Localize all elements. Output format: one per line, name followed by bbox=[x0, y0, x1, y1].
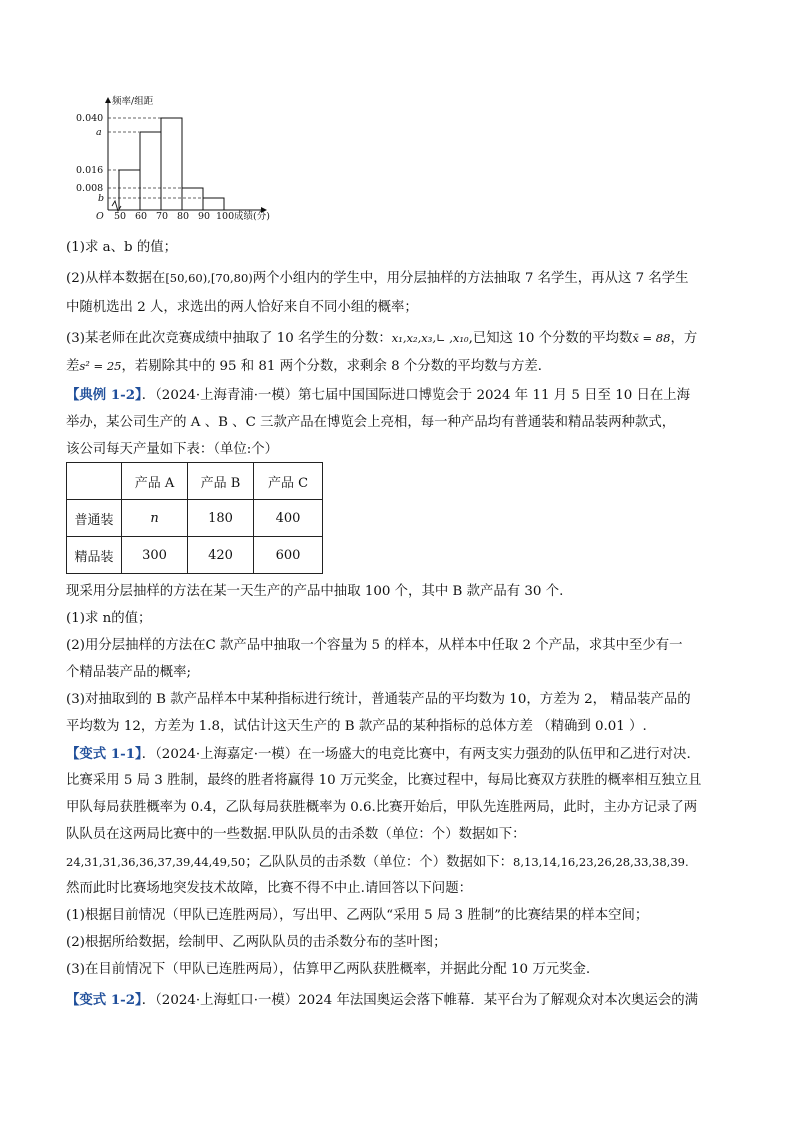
table-cell: 420 bbox=[188, 537, 254, 574]
y-axis-label: 频率/组距 bbox=[112, 96, 154, 107]
table-cell: 600 bbox=[254, 537, 323, 574]
variant-1-1-data-line: 24,31,31,36,36,37,39,44,49,50；乙队队员的击杀数（单位：个）数据如下：8,13,14,16,23,26,28,33,38,39. bbox=[66, 855, 689, 870]
x-axis-label: 成绩(分) bbox=[234, 211, 270, 222]
interval-expression: [50,60),[70,80) bbox=[165, 271, 253, 285]
question-1-part-2-cont: 中随机选出 2 人，求选出的两人恰好来自不同小组的概率； bbox=[66, 300, 418, 315]
table-cell bbox=[67, 463, 122, 500]
variant-1-1-heading: 【变式 1-1】．（2024·上海嘉定·一模）在一场盛大的电竞比赛中，有两支实力强劲的队伍甲和乙进行对决. bbox=[66, 746, 691, 762]
x-tick-label: 70 bbox=[156, 211, 169, 222]
x-tick-label: 50 bbox=[114, 211, 127, 222]
sample-variables: x₁,x₂,x₃,∟ ,x₁₀ bbox=[391, 331, 469, 345]
x-tick-label: 90 bbox=[198, 211, 211, 222]
x-tick-label: 100 bbox=[216, 211, 235, 222]
variant-1-1-question-1: (1)根据目前情况（甲队已连胜两局），写出甲、乙两队“采用 5 局 3 胜制”的比赛结果的样本空间； bbox=[66, 908, 649, 923]
y-tick-label: 0.040 bbox=[76, 113, 104, 124]
histogram-bar bbox=[182, 188, 203, 210]
team-a-data: 24,31,31,36,36,37,39,44,49,50 bbox=[66, 855, 246, 869]
example-1-2-heading: 【典例 1-2】．（2024·上海青浦·一模）第七届中国国际进口博览会于 2024 年 11 月 5 日至 10 日在上海 bbox=[66, 387, 691, 403]
example-1-2-line: 该公司每天产量如下表：（单位:个） bbox=[66, 442, 279, 457]
example-1-2-question-2: (2)用分层抽样的方法在C 款产品中抽取一个容量为 5 的样本，从样本中任取 2 个产品，求其中至少有一 bbox=[66, 638, 683, 653]
table-row bbox=[67, 500, 323, 537]
example-1-2-question-1: (1)求 n的值； bbox=[66, 611, 152, 626]
table-cell: 400 bbox=[254, 500, 323, 537]
variant-1-2-heading: 【变式 1-2】．（2024·上海虹口·一模）2024 年法国奥运会落下帷幕．某平台为了解观众对本次奥运会的满 bbox=[66, 992, 699, 1008]
y-tick-label: 0.008 bbox=[76, 183, 104, 194]
variant-tag: 【变式 1-1】 bbox=[66, 746, 142, 762]
team-b-data: 8,13,14,16,23,26,28,33,38,39. bbox=[513, 855, 689, 869]
question-1-part-1: (1)求 a、b 的值； bbox=[66, 240, 177, 255]
y-tick-label: 0.016 bbox=[76, 165, 104, 176]
histogram-bar bbox=[161, 118, 182, 210]
table-header: 产品 A bbox=[122, 463, 188, 500]
origin-label: O bbox=[96, 211, 104, 222]
y-tick-label: b bbox=[98, 193, 105, 204]
x-tick-label: 80 bbox=[177, 211, 190, 222]
variant-1-1-line: 甲队每局获胜概率为 0.4，乙队每局获胜概率为 0.6.比赛开始后，甲队先连胜两局，此时，主办方记录了两 bbox=[66, 800, 698, 815]
table-cell: 180 bbox=[188, 500, 254, 537]
table-header-row bbox=[67, 463, 323, 500]
table-row bbox=[67, 537, 323, 574]
histogram-bar bbox=[119, 170, 140, 210]
question-1-part-3: (3)某老师在此次竞赛成绩中抽取了 10 名学生的分数：x₁,x₂,x₃,∟ ,x₁₀,已知这 10 个分数的平均数x̄ = 88，方 bbox=[66, 331, 698, 346]
x-tick-label: 60 bbox=[135, 211, 148, 222]
variant-1-1-line: 然而此时比赛场地突发技术故障，比赛不得不中止.请回答以下问题： bbox=[66, 881, 472, 896]
example-1-2-line: 现采用分层抽样的方法在某一天生产的产品中抽取 100 个，其中 B 款产品有 30 个. bbox=[66, 584, 564, 599]
table-cell: 300 bbox=[122, 537, 188, 574]
variant-1-1-question-3: (3)在目前情况下（甲队已连胜两局），估算甲乙两队获胜概率，并据此分配 10 万元奖金. bbox=[66, 962, 591, 977]
variant-1-1-line: 比赛采用 5 局 3 胜制，最终的胜者将赢得 10 万元奖金，比赛过程中，每局比赛双方获胜的概率相互独立且 bbox=[66, 773, 702, 788]
variant-tag: 【变式 1-2】 bbox=[66, 992, 142, 1008]
question-1-part-2: (2)从样本数据在[50,60),[70,80)两个小组内的学生中，用分层抽样的方法抽取 7 名学生，再从这 7 名学生 bbox=[66, 271, 689, 286]
example-tag: 【典例 1-2】 bbox=[66, 387, 142, 403]
table-cell: 普通装 bbox=[67, 500, 122, 537]
table-header: 产品 C bbox=[254, 463, 323, 500]
histogram-bar bbox=[203, 198, 224, 210]
example-1-2-question-3: (3)对抽取到的 B 款产品样本中某种指标进行统计，普通装产品的平均数为 10，方差为 2， 精品装产品的 bbox=[66, 692, 691, 707]
table-cell: 精品装 bbox=[67, 537, 122, 574]
variance-expression: s² = 25 bbox=[79, 359, 122, 373]
variant-1-1-question-2: (2)根据所给数据，绘制甲、乙两队队员的击杀数分布的茎叶图； bbox=[66, 935, 447, 950]
variant-1-1-line: 队队员在这两局比赛中的一些数据.甲队队员的击杀数（单位：个）数据如下： bbox=[66, 827, 526, 842]
frequency-histogram bbox=[66, 88, 326, 223]
example-1-2-question-2-cont: 个精品装产品的概率; bbox=[66, 665, 192, 680]
table-header: 产品 B bbox=[188, 463, 254, 500]
example-1-2-line: 举办，某公司生产的 A 、B 、C 三款产品在博览会上亮相，每一种产品均有普通装和精品装两种款式， bbox=[66, 415, 676, 430]
example-1-2-question-3-cont: 平均数为 12，方差为 1.8，试估计这天生产的 B 款产品的某种指标的总体方差 （精确到 0.01 ）. bbox=[66, 719, 647, 734]
production-table bbox=[66, 462, 323, 574]
mean-expression: x̄ = 88 bbox=[632, 331, 671, 345]
table-cell: n bbox=[122, 500, 188, 537]
y-tick-label: a bbox=[96, 127, 102, 138]
question-1-part-3-cont: 差s² = 25，若剔除其中的 95 和 81 两个分数，求剩余 8 个分数的平均数与方差． bbox=[66, 359, 552, 374]
